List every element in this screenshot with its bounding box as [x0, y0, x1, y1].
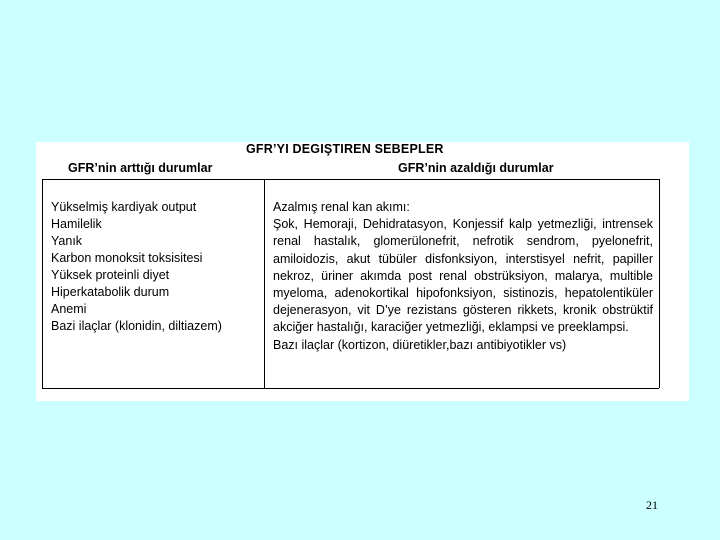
decrease-causes-intro: Azalmış renal kan akımı: — [273, 200, 410, 214]
slide-title: GFR’YI DEGIŞTIREN SEBEPLER — [246, 142, 444, 156]
list-item: Yüksek proteinli diyet — [51, 268, 170, 282]
table-bottom-border — [42, 388, 659, 389]
list-item: Yükselmiş kardiyak output — [51, 200, 197, 214]
list-item: Yanık — [51, 234, 83, 248]
slide-table-panel — [36, 142, 689, 401]
list-item: Hiperkatabolik durum — [51, 285, 170, 299]
decrease-causes-text — [273, 199, 653, 354]
page-number: 21 — [646, 498, 658, 512]
table-left-border — [42, 179, 43, 388]
list-item: Karbon monoksit toksisitesi — [51, 251, 203, 265]
table-column-divider — [264, 179, 265, 388]
decrease-causes-body: Şok, Hemoraji, Dehidratasyon, Konjessif kalp yetmezliği, intrensek renal hastalık, glomerülonefrit, nefrotik sendrom, pyelonefrit, amiloidozis, akut tübüler disfonksiyon, interstisyel nefrit, papiller nekroz, üriner akımda post renal obstrüksiyon, malarya, multible myeloma, adenokortikal hipofonksiyon, sistinozis, hepatolentiküler dejenerasyon, vit D’ye rezistans gösteren rikkets, kronik obstrüktif akciğer hastalığı, karaciğer yetmezliği, eklampsi ve preeklampsi. — [273, 217, 653, 335]
table-top-border — [42, 179, 659, 180]
list-item: Anemi — [51, 302, 87, 316]
right-column-header: GFR’nin azaldığı durumlar — [398, 161, 554, 175]
left-column-header: GFR’nin arttığı durumlar — [68, 161, 213, 175]
list-item: Bazi ilaçlar (klonidin, diltiazem) — [51, 319, 222, 333]
list-item: Hamilelik — [51, 217, 102, 231]
increase-causes-list — [51, 199, 222, 335]
decrease-causes-drugs: Bazı ilaçlar (kortizon, diüretikler,bazı antibiyotikler vs) — [273, 337, 567, 352]
table-right-border — [659, 179, 660, 388]
